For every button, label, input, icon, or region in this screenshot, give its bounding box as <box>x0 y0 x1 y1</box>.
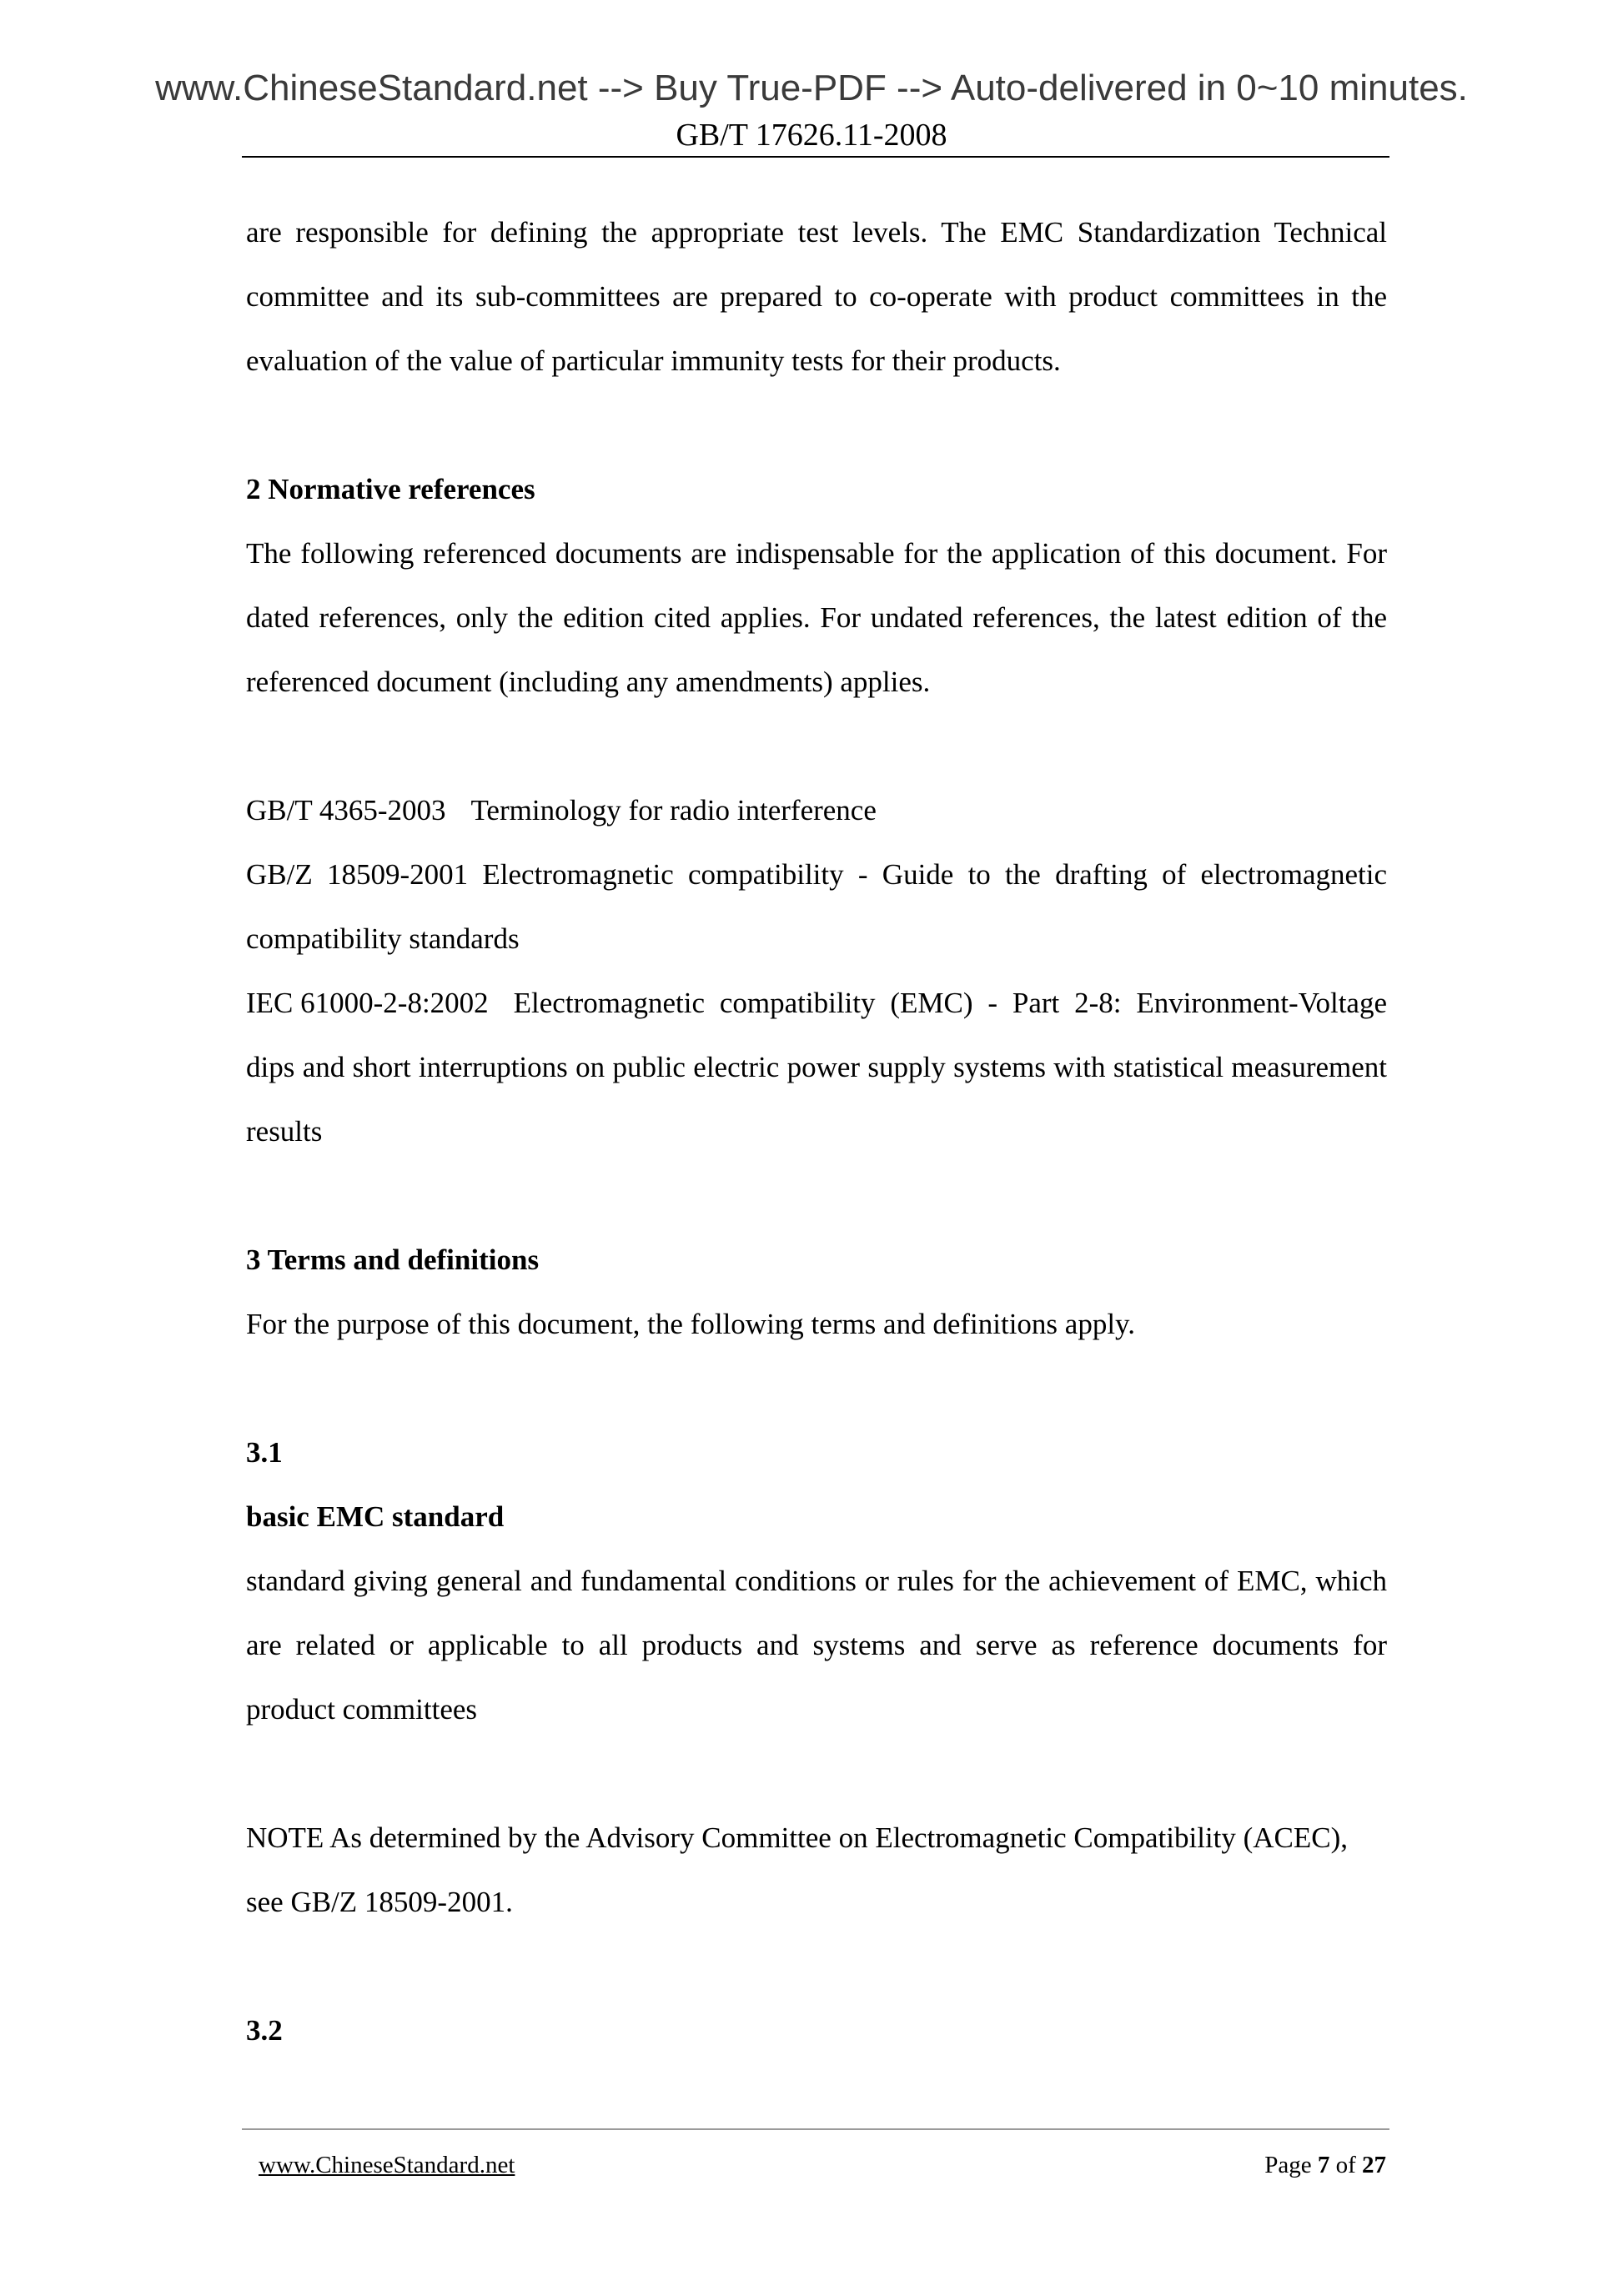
footer-website-link[interactable]: www.ChineseStandard.net <box>259 2152 515 2178</box>
reference-title: Electromagnetic compatibility - Guide to the drafting of electromagnetic compatibility standards <box>246 858 1388 955</box>
page-content <box>246 200 1387 2062</box>
reference-title: Electromagnetic compatibility (EMC) - Part 2-8: Environment-Voltage dips and short interruptions on public electric power supply systems with statistical measurement results <box>246 987 1387 1148</box>
section-3-heading: 3 Terms and definitions <box>246 1243 540 1276</box>
footer-divider <box>242 2128 1389 2130</box>
page-of: of <box>1335 2152 1356 2178</box>
reference-item <box>246 778 1387 842</box>
page-total: 27 <box>1362 2152 1386 2178</box>
section-3-paragraph: For the purpose of this document, the following terms and definitions apply. <box>246 1308 1136 1340</box>
term-3-1-number: 3.1 <box>246 1436 283 1469</box>
reference-code: IEC 61000-2-8:2002 <box>246 987 489 1019</box>
header-banner: www.ChineseStandard.net --> Buy True-PDF --> Auto-delivered in 0~10 minutes. <box>155 68 1468 108</box>
term-3-2-number: 3.2 <box>246 2014 283 2047</box>
standard-code: GB/T 17626.11-2008 <box>676 118 947 153</box>
reference-code: GB/T 4365-2003 <box>246 794 446 826</box>
intro-paragraph: are responsible for defining the appropriate test levels. The EMC Standardization Technical committee and its sub-committees are prepared to co-operate with product committees in the evaluation of the value of particular immunity tests for their products. <box>246 216 1387 377</box>
section-2-heading: 2 Normative references <box>246 473 535 505</box>
reference-item <box>246 971 1387 1163</box>
reference-title: Terminology for radio interference <box>470 794 877 826</box>
term-3-1-note: NOTE As determined by the Advisory Committee on Electromagnetic Compatibility (ACEC), see GB/Z 18509-2001. <box>246 1821 1349 1918</box>
header-divider <box>242 156 1389 158</box>
page-current: 7 <box>1317 2152 1330 2178</box>
reference-code: GB/Z 18509-2001 <box>246 858 469 891</box>
term-3-1-definition: standard giving general and fundamental conditions or rules for the achievement of EMC, which are related or applicable to all products and systems and serve as reference documents for product committees <box>246 1565 1387 1726</box>
term-3-1-title: basic EMC standard <box>246 1500 505 1533</box>
reference-item <box>246 842 1387 971</box>
section-2-paragraph: The following referenced documents are indispensable for the application of this document. For dated references, only the edition cited applies. For undated references, the latest edition of the referenced document (including any amendments) applies. <box>246 537 1387 698</box>
page-word: Page <box>1264 2152 1312 2178</box>
page-number <box>1264 2150 1386 2180</box>
